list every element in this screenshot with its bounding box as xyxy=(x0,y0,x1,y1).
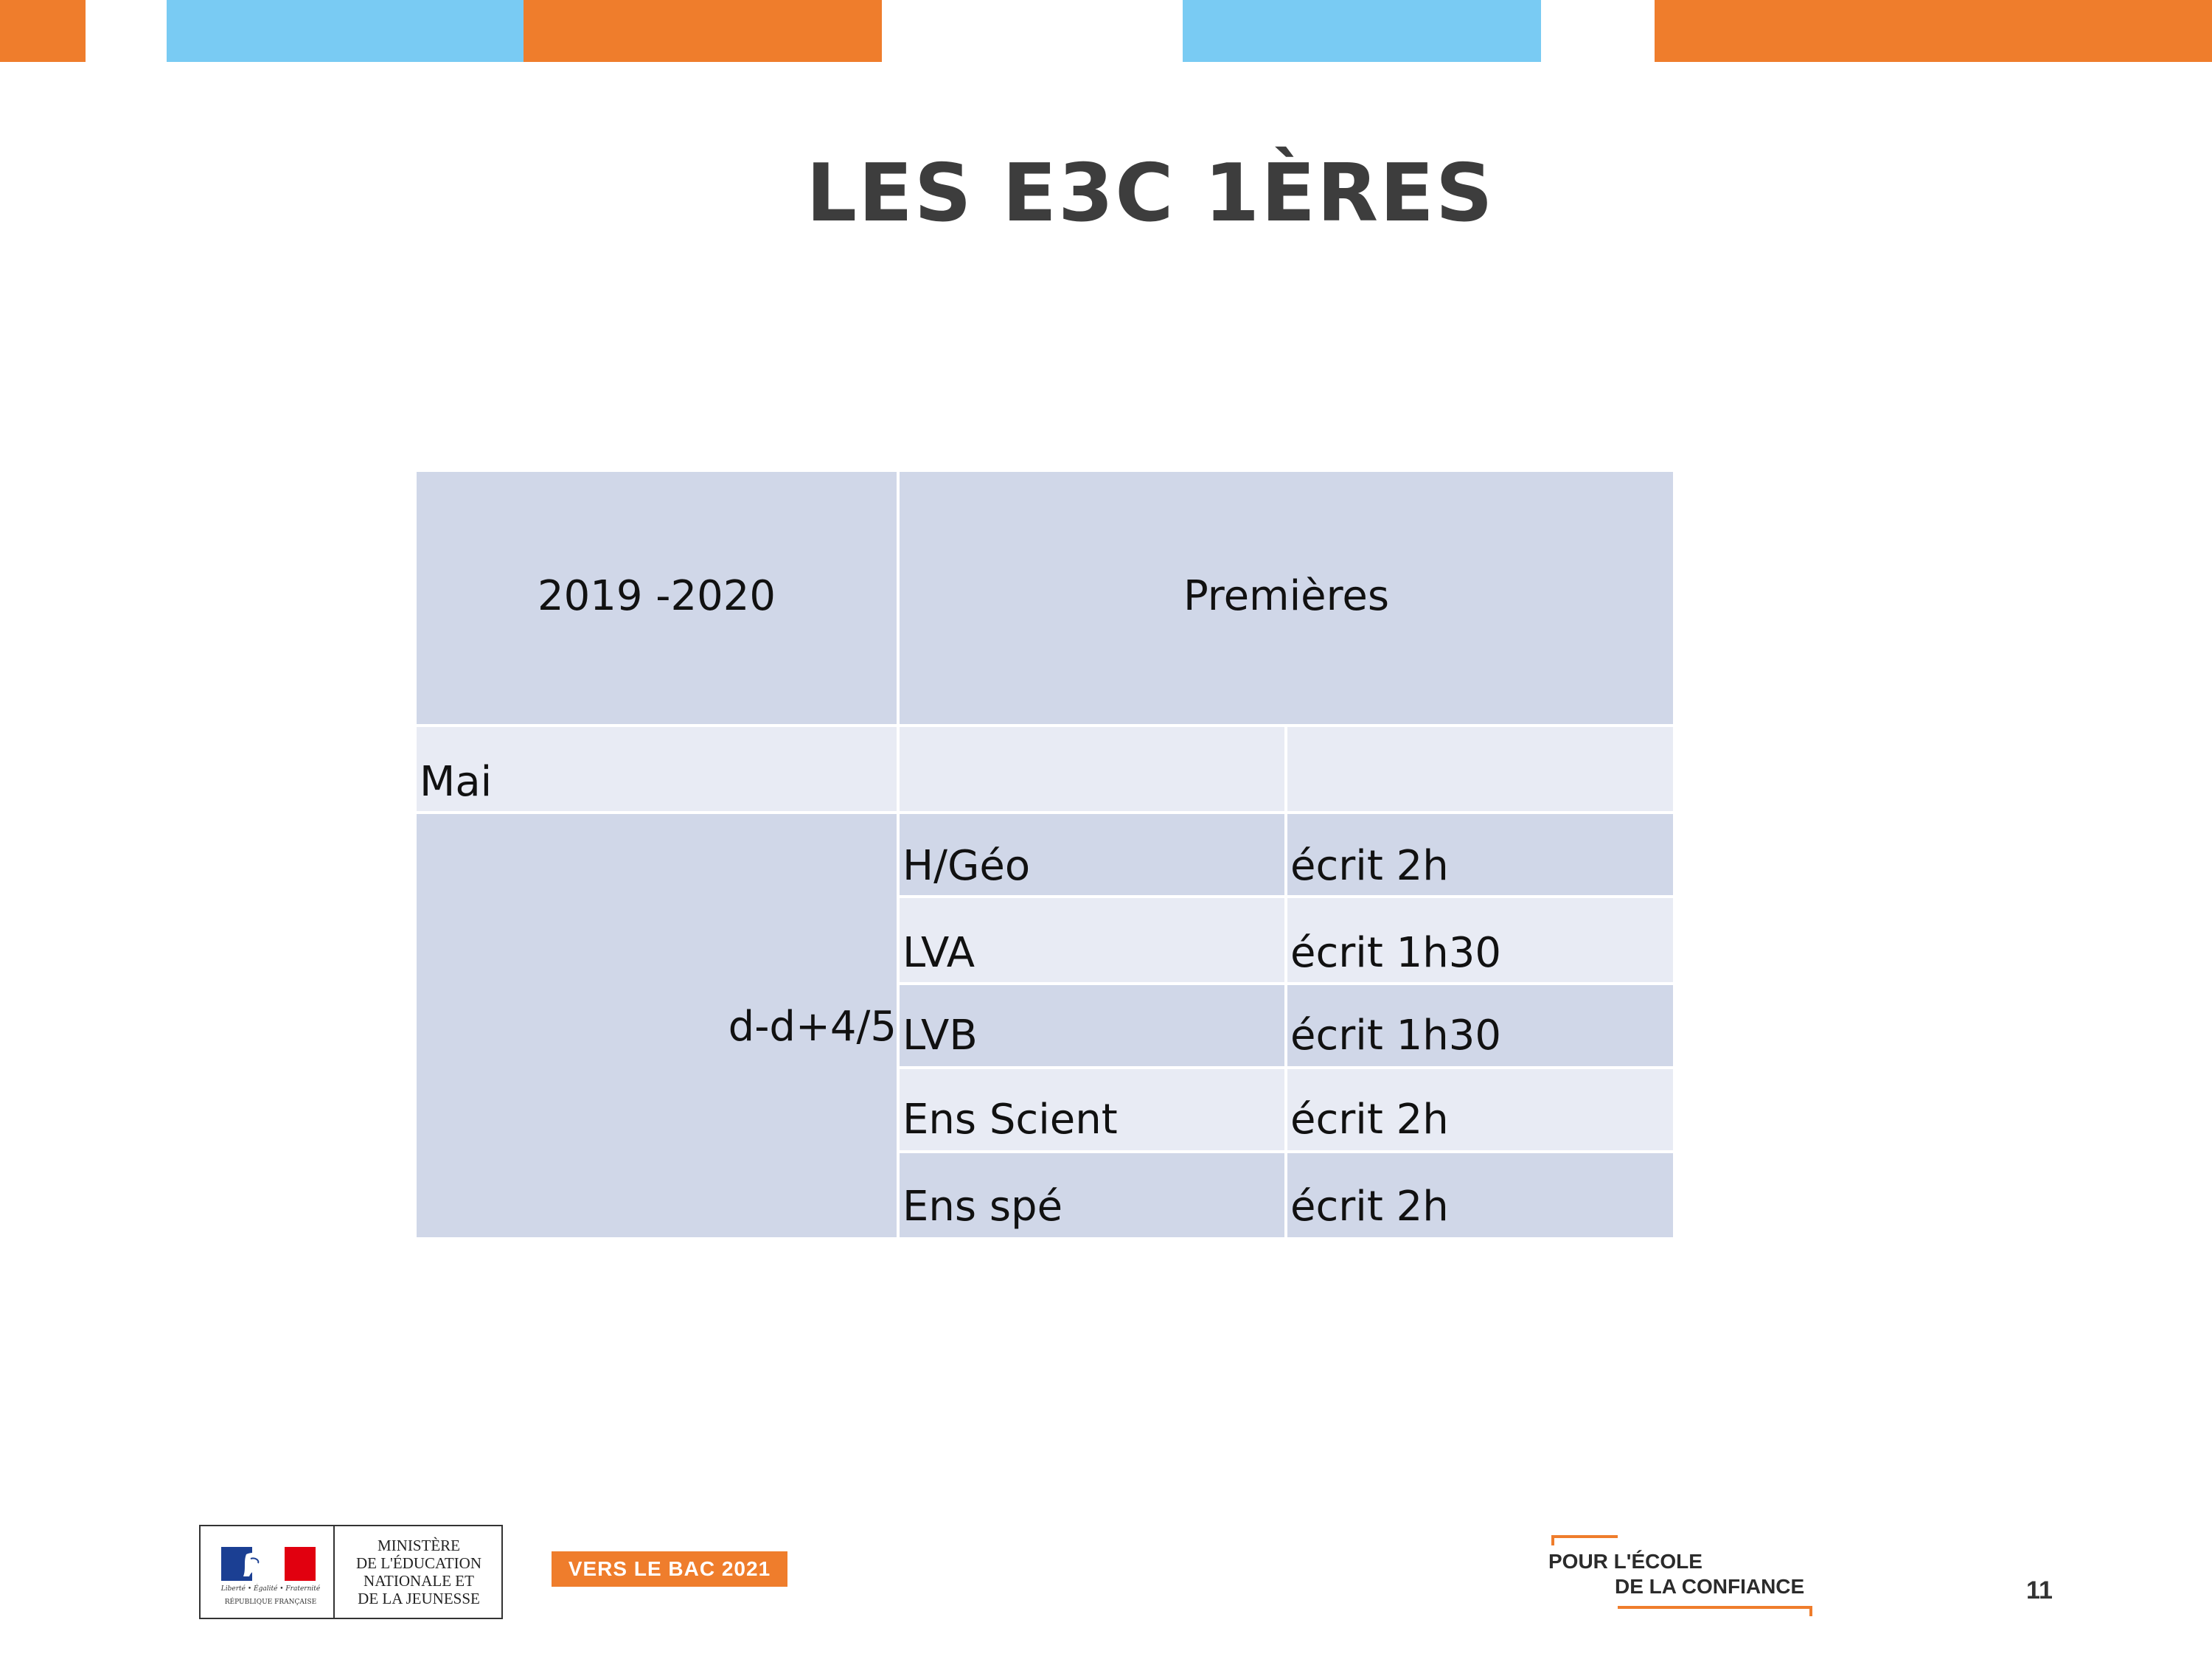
ministry-name xyxy=(336,1537,501,1607)
table-row-format-3 xyxy=(1287,1069,1673,1150)
top-bar-orange-left xyxy=(0,0,86,62)
table-row-subject-2 xyxy=(900,985,1284,1066)
ministry-line-1: MINISTÈRE xyxy=(378,1537,460,1554)
ecole-line-1: POUR L'ÉCOLE xyxy=(1548,1550,1703,1573)
month-label: Mai xyxy=(420,758,493,806)
ministry-line-4: DE LA JEUNESSE xyxy=(358,1590,480,1607)
ministry-logo xyxy=(199,1525,503,1619)
top-bar-orange-2 xyxy=(524,0,882,62)
subject-label: LVB xyxy=(902,1012,978,1060)
table-row-format-4 xyxy=(1287,1153,1673,1237)
top-bar-blue-2 xyxy=(1183,0,1541,62)
ecole-confiance-logo xyxy=(1548,1534,1814,1622)
table-row-subject-3 xyxy=(900,1069,1284,1150)
page-number: 11 xyxy=(2026,1576,2053,1604)
top-bar-orange-3 xyxy=(1655,0,2212,62)
bracket-top-icon xyxy=(1551,1534,1625,1547)
month-empty-cell-1 xyxy=(900,727,1284,811)
subject-label: H/Géo xyxy=(902,842,1031,890)
format-label: écrit 2h xyxy=(1290,1096,1449,1144)
ministry-line-3: NATIONALE ET xyxy=(364,1572,474,1590)
table-row-format-0 xyxy=(1287,814,1673,895)
subject-label: Ens Scient xyxy=(902,1096,1118,1144)
ecole-line-2: DE LA CONFIANCE xyxy=(1615,1575,1805,1598)
format-label: écrit 2h xyxy=(1290,842,1449,890)
bracket-bottom-icon xyxy=(1616,1603,1823,1618)
subject-label: Ens spé xyxy=(902,1183,1063,1231)
subject-label: LVA xyxy=(902,929,975,977)
header-level-cell xyxy=(900,472,1673,724)
table-row-format-1 xyxy=(1287,898,1673,982)
month-cell xyxy=(417,727,897,811)
period-label: d-d+4/5 xyxy=(728,1003,897,1051)
header-level: Premières xyxy=(1183,572,1389,620)
top-bar-blue-1 xyxy=(167,0,524,62)
republic-name: RÉPUBLIQUE FRANÇAISE xyxy=(224,1599,317,1606)
logo-divider xyxy=(333,1526,335,1618)
schedule-table xyxy=(417,472,1673,1237)
header-year-cell xyxy=(417,472,897,724)
table-row-subject-4 xyxy=(900,1153,1284,1237)
table-row-subject-0 xyxy=(900,814,1284,895)
format-label: écrit 1h30 xyxy=(1290,1012,1501,1060)
table-row-subject-1 xyxy=(900,898,1284,982)
slide-title: LES E3C 1ÈRES xyxy=(806,147,1495,240)
ministry-line-2: DE L'ÉDUCATION xyxy=(355,1554,481,1572)
bac-2021-badge: VERS LE BAC 2021 xyxy=(552,1551,787,1587)
format-label: écrit 1h30 xyxy=(1290,929,1501,977)
period-cell xyxy=(417,814,897,1237)
header-year: 2019 -2020 xyxy=(537,572,776,620)
republic-motto: Liberté • Égalité • Fraternité xyxy=(220,1585,321,1593)
table-row-format-2 xyxy=(1287,985,1673,1066)
format-label: écrit 2h xyxy=(1290,1183,1449,1231)
marianne-flag-icon xyxy=(221,1547,316,1581)
month-empty-cell-2 xyxy=(1287,727,1673,811)
